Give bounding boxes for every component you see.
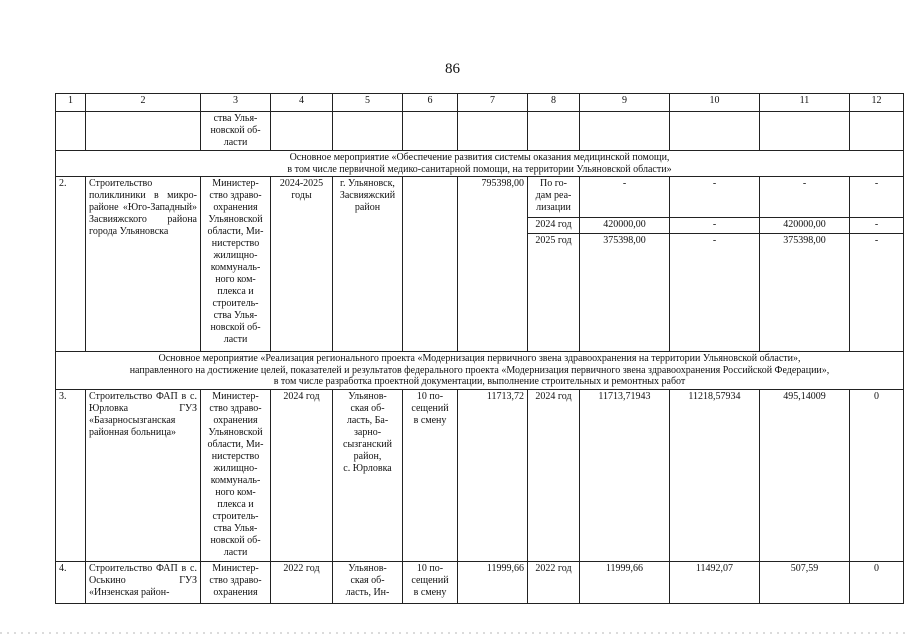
year-label: 2024 год [528,217,579,233]
capacity: 10 по- сещений в смену [403,561,458,603]
year-label: По го- дам реа- лизации [535,178,572,213]
value-cell: 11218,57934 [670,389,760,561]
section-heading-1: Основное мероприятие «Обеспечение развития системы оказания медицинской помощи, в том числе первичной медико-санитарной помощи, на территории Ульяновской области» [56,151,904,177]
year-values-col12 [850,177,904,352]
investment-table [55,93,904,604]
value-cell: - [622,178,627,189]
row-number: 2. [56,177,86,352]
value-cell: 495,14009 [760,389,850,561]
location: Ульянов- ская об- ласть, Ин- [333,561,403,603]
cost: 795398,00 [458,177,528,352]
year-values-col10 [670,177,760,352]
continuation-row [56,112,904,151]
capacity [403,177,458,352]
header-cell: 1 [56,94,86,112]
header-cell: 9 [580,94,670,112]
cost: 11999,66 [458,561,528,603]
value-cell: 420000,00 [760,217,849,233]
capacity: 10 по- сещений в смену [403,389,458,561]
header-cell: 2 [86,94,201,112]
header-cell: 3 [201,94,271,112]
year-values-col11 [760,177,850,352]
header-cell: 10 [670,94,760,112]
value-cell: 0 [850,389,904,561]
executor-continuation: ства Улья- новской об- ласти [201,112,271,151]
executor: Министер- ство здраво- охранения Ульяновской области, Ми- нистерство жилищно- коммуналь- ного ком- плекса и строитель- ства Улья- новской об- ласти [201,177,271,352]
year-label: 2025 год [528,233,579,249]
header-cell: 11 [760,94,850,112]
section-heading-row [56,151,904,177]
value-cell: 507,59 [760,561,850,603]
value-cell: 420000,00 [580,217,669,233]
section-heading-row [56,352,904,390]
header-cell: 7 [458,94,528,112]
executor: Министер- ство здраво- охранения [201,561,271,603]
period: 2024 год [271,389,333,561]
object-name: Строительство ФАП в с. Юрловка ГУЗ «Базарносызганская районная больница» [86,389,201,561]
header-cell: 5 [333,94,403,112]
year-label: 2024 год [528,389,580,561]
row-number: 4. [56,561,86,603]
value-cell: 11999,66 [580,561,670,603]
header-row [56,94,904,112]
value-cell: - [874,178,879,189]
year-values-col9 [580,177,670,352]
value-cell: - [712,178,717,189]
header-cell: 6 [403,94,458,112]
period: 2022 год [271,561,333,603]
value-cell: 375398,00 [760,233,849,249]
header-cell: 8 [528,94,580,112]
location: Ульянов- ская об- ласть, Ба- зарно- сызганский район, с. Юрловка [333,389,403,561]
section-heading-2: Основное мероприятие «Реализация регионального проекта «Модернизация первичного звена здравоохранения на территории Ульяновской области», направленного на достижение целей, показателей и результатов федерального проекта «Модернизация первичного звена здравоохранения Российской Федерации», в том числе разработка проектной документации, выполнение строительных и ремонтных работ [56,352,904,390]
object-name: Строительство ФАП в с. Оськино ГУЗ «Инзенская район- [86,561,201,603]
year-breakdown [528,177,580,352]
year-label: 2022 год [528,561,580,603]
table-row [56,561,904,603]
header-cell: 4 [271,94,333,112]
value-cell: - [670,233,759,249]
row-number: 3. [56,389,86,561]
location: г. Ульяновск, Засвияжский район [333,177,403,352]
value-cell: 11492,07 [670,561,760,603]
scan-artifact-divider [0,632,905,634]
value-cell: 375398,00 [580,233,669,249]
executor: Министер- ство здраво- охранения Ульяновской области, Ми- нистерство жилищно- коммуналь- ного ком- плекса и строитель- ства Улья- новской об- ласти [201,389,271,561]
table-row [56,389,904,561]
value-cell: - [850,217,903,233]
value-cell: - [850,233,903,249]
page-number: 86 [445,61,460,77]
value-cell: 11713,71943 [580,389,670,561]
table-row [56,177,904,352]
header-cell: 12 [850,94,904,112]
cost: 11713,72 [458,389,528,561]
period: 2024-2025 годы [271,177,333,352]
value-cell: - [670,217,759,233]
value-cell: - [802,178,807,189]
object-name: Строительство поликлиники в микро-районе «Юго-Западный» Засвияжского района города Ульяновска [86,177,201,352]
value-cell: 0 [850,561,904,603]
